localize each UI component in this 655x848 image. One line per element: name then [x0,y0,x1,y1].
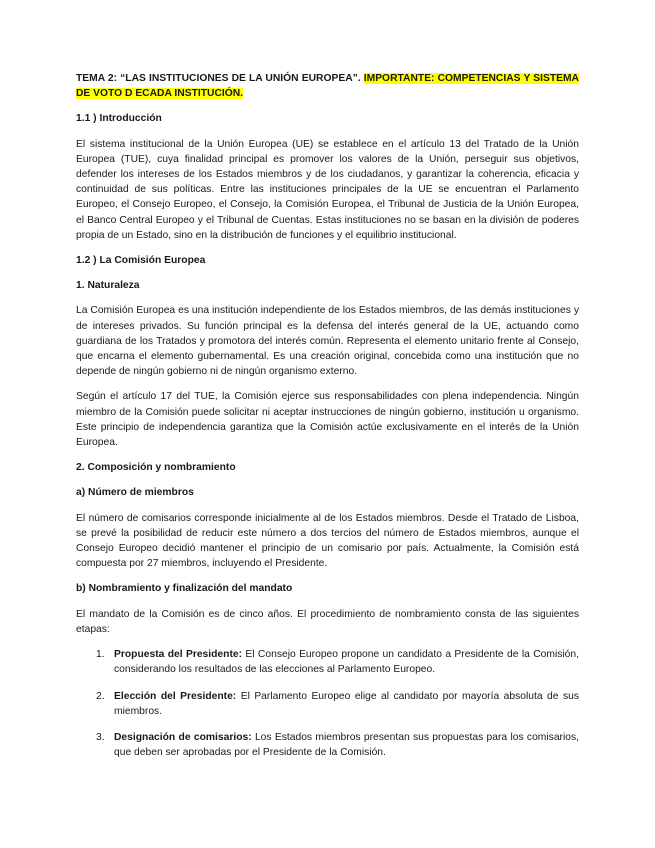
step-number: 3. [96,731,105,743]
title-main: TEMA 2: “LAS INSTITUCIONES DE LA UNIÓN EUROPEA”. [76,73,364,84]
nombramiento-heading: b) Nombramiento y finalización del mandato [76,583,293,595]
step-label: Propuesta del Presidente: [114,649,243,661]
step-label: Designación de comisarios: [114,731,252,743]
list-item [76,730,579,760]
list-item [76,689,579,719]
step-label: Elección del Presidente: [114,690,237,702]
list-item [76,647,579,677]
naturaleza-heading: 1. Naturaleza [76,280,140,292]
numero-heading: a) Número de miembros [76,487,194,499]
steps-list [76,647,579,760]
step-number: 1. [96,649,105,661]
naturaleza-paragraph-1: La Comisión Europea es una institución independiente de los Estados miembros, de las demás instituciones y de intereses privados. Su función principal es la defensa del interés general de la UE, actuando como guardiana de los Tratados y promotora del interés común. Representa el elemento unitario frente al Consejo, que encarna el elemento gubernamental. Es una creación original, concebida como una institución que no depende de ningún gobierno ni de ningún organismo externo. [76,305,579,378]
naturaleza-paragraph-2: Según el artículo 17 del TUE, la Comisión ejerce sus responsabilidades con plena independencia. Ningún miembro de la Comisión puede solicitar ni aceptar instrucciones de ningún gobierno, institución u organismo. Este principio de independencia garantiza que la Comisión actúe exclusivamente en el interés de la Unión Europea. [76,391,579,449]
step-text: Los Estados miembros presentan sus propuestas para los comisarios, que deben ser aprobadas por el Presidente de la Comisión. [114,731,579,759]
numero-paragraph: El número de comisarios corresponde inicialmente al de los Estados miembros. Desde el Tratado de Lisboa, se prevé la posibilidad de reducir este número a dos tercios del número de Estados miembros, aunque el Consejo Europeo decidió mantener el principio de un comisario por país. Actualmente, la Comisión está compuesta por 27 miembros, incluyendo el Presidente. [76,512,579,570]
document-title [76,71,579,101]
comision-heading: 1.2 ) La Comisión Europea [76,255,206,267]
step-text: El Parlamento Europeo elige al candidato por mayoría absoluta de sus miembros. [114,690,579,717]
step-text: El Consejo Europeo propone un candidato a Presidente de la Comisión, considerando los resultados de las elecciones al Parlamento Europeo. [114,649,579,676]
intro-heading: 1.1 ) Introducción [76,113,162,125]
composicion-heading: 2. Composición y nombramiento [76,462,236,474]
nombramiento-paragraph: El mandato de la Comisión es de cinco años. El procedimiento de nombramiento consta de las siguientes etapas: [76,608,579,635]
intro-paragraph: El sistema institucional de la Unión Europea (UE) se establece en el artículo 13 del Tratado de la Unión Europea (TUE), cuya finalidad principal es promover los valores de la Unión, perseguir sus objetivos, defender los intereses de los Estados miembros y de los ciudadanos, y garantizar la coherencia, eficacia y continuidad de sus políticas. Entre las instituciones principales de la UE se encuentran el Parlamento Europeo, el Consejo Europeo, el Consejo, la Comisión Europea, el Tribunal de Justicia de la Unión Europea, el Banco Central Europeo y el Tribunal de Cuentas. Estas instituciones no se basan en la división de poderes propia de un Estado, sino en la distribución de funciones y el equilibrio institucional. [76,138,579,241]
title-highlight: IMPORTANTE: COMPETENCIAS Y SISTEMA DE VOTO D ECADA INSTITUCIÓN. [76,73,579,100]
step-number: 2. [96,690,105,702]
